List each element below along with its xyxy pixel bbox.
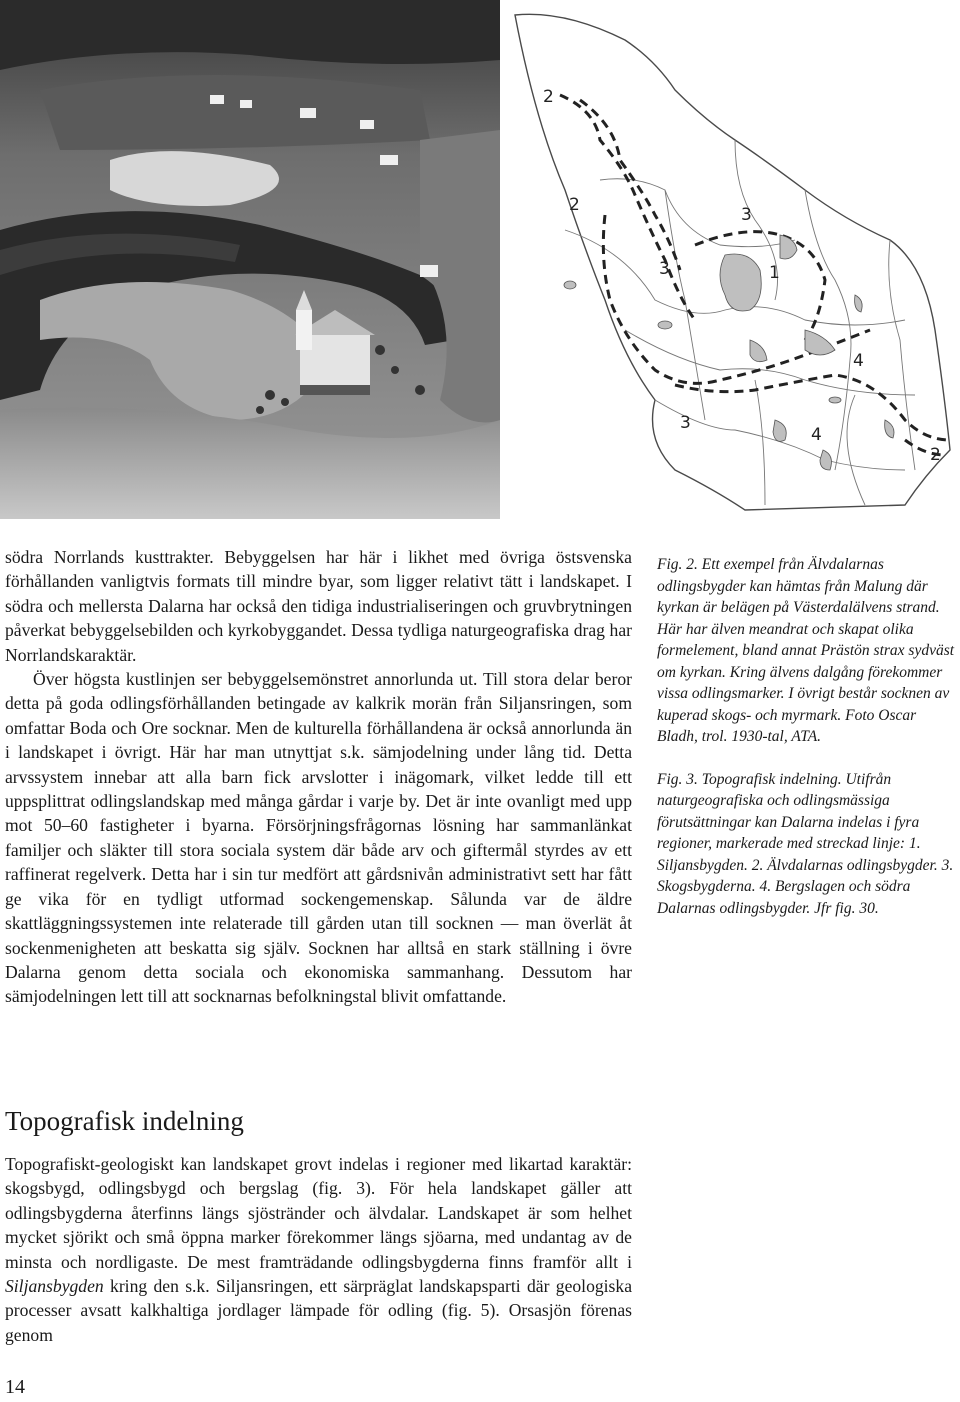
section-heading: Topografisk indelning	[5, 1106, 244, 1136]
aerial-photo	[0, 0, 500, 519]
body-paragraph-1: södra Norrlands kusttrakter. Bebyggelsen har här i likhet med övriga östsvenska förhållanden vanligtvis formats till mindre byar, som ligger relativt tätt i landskapet. I södra och mellersta Dalarna har också den tidiga industrialiseringen och gruvbrytningen påverkat bebyggelsebilden och kyrkobyggandet. Dessa tydliga naturgeografiska drag har Norrlandskaraktär.	[5, 547, 632, 665]
map-label-region-2-bottom: 2	[930, 445, 941, 465]
section-paragraph	[5, 1152, 632, 1347]
map-label-region-1: 1	[769, 263, 780, 283]
caption-fig-3: Fig. 3. Topografisk indelning. Utifrån naturgeografiska och odlingsmässiga förutsättningar kan Dalarna indelas i fyra regioner, markerade med streckad linje: 1. Siljansbygden. 2. Älvdalarnas odlingsbygder. 3. Skogsbygderna. 4. Bergslagen och södra Dalarnas odlingsbygder. Jfr fig. 30.	[657, 770, 954, 917]
caption-fig-2: Fig. 2. Ett exempel från Älvdalarnas odlingsbygder kan hämtas från Malung där kyrkan är belägen på Västerdalälvens strand. Här har älven meandrat och skapat olika formelement, bland annat Prästön strax sydväst om kyrkan. Kring älvens dalgång förekommer vissa odlingsmarker. I övrigt består socknen av kuperad skogs- och myrmark. Foto Oscar Bladh, trol. 1930-tal, ATA.	[657, 556, 955, 745]
map-label-region-4-right: 4	[853, 351, 864, 371]
main-body-text	[5, 545, 632, 1009]
figure-captions	[657, 554, 957, 919]
map-label-region-3-bottom: 3	[680, 413, 691, 433]
map-drawing	[505, 0, 960, 519]
map-label-region-2-top: 2	[543, 87, 554, 107]
body-paragraph-2: Över högsta kustlinjen ser bebyggelsemönstret annorlunda ut. Till stora delar beror detta på goda odlingsförhållanden betingade av kalkrik morän från Siljansringen, som omfattar Boda och Ore socknar. Men de kulturella förhållandena är också annorlunda än i landskapet i övrigt. Här har man utnyttjat s.k. sämjodelning under lång tid. Detta arvssystem innebar att alla barn fick arvslotter i inägomark, vilket ledde till ett uppsplittrat odlingslandskap med många gårdar i varje by. Det är inte ovanligt med upp mot 50–60 fastigheter i byarna. Försörjningsfrågornas lösning har sammanlänkat familjer och släkter till stora sociala system där både arv och giftermål styrdes av ett raffinerat regelverk. Detta har i sin tur medfört att gårdsnivån administrativt sett har fått ge vika för en tydligt utformad sockengemenskap. Sålunda var de äldre skattläggningssystemen inte relaterade till gården utan till socknen — man överlät åt sockenmenigheten att beskatta sig själv. Socknen har alltså en stark ställning i övre Dalarna genom detta sociala och ekonomiska sammanhang. Dessutom har sämjodelningen lett till att socknarnas befolkningstal blivit omfattande.	[5, 669, 632, 1007]
section-text-part-1: Topografiskt-geologiskt kan landskapet grovt indelas i regioner med likartad karaktär: skogsbygd, odlingsbygd och bergslag (fig. 3). För hela landskapet gäller att odlingsbygderna återfinns längs sjöstränder och älvdalar. Landskapet är som helhet mycket sjörikt och små öppna marker förekommer längs sjöarna, med undantag av de minsta och nordligaste. De mest framträdande odlingsbygderna finns framför allt i	[5, 1154, 632, 1272]
dalarna-region-map	[505, 0, 960, 519]
aerial-photo-image	[0, 0, 500, 519]
section-text-italic-term: Siljansbygden	[5, 1276, 104, 1297]
map-label-region-3-mid: 3	[741, 205, 752, 225]
map-label-region-4-bottom: 4	[811, 425, 822, 445]
map-label-region-2-mid: 2	[569, 195, 580, 215]
section-text-part-2: kring den s.k. Siljansringen, ett särpräglat landskapsparti där geologiska processer avsatt kalkhaltiga jordlager lämpade för odling (fig. 5). Orsasjön förenas genom	[5, 1276, 632, 1345]
page-number: 14	[5, 1376, 25, 1398]
map-label-region-3-left: 3	[659, 259, 670, 279]
